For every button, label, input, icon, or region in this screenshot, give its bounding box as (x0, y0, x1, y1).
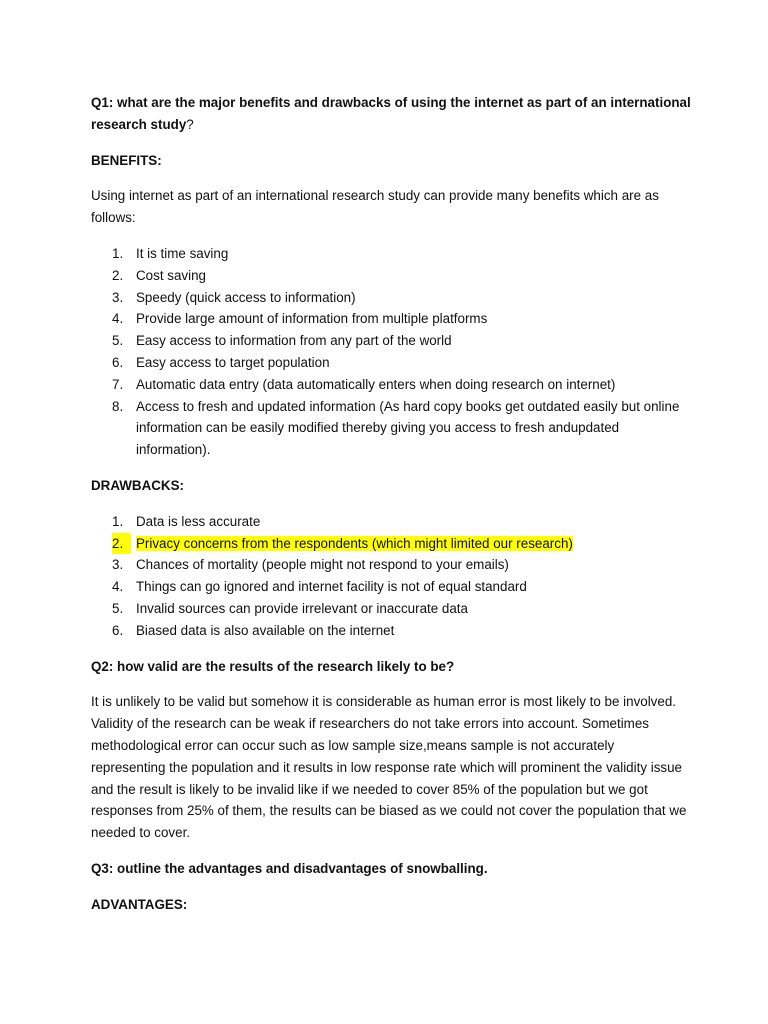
list-item: 7. Automatic data entry (data automatically enters when doing research on internet) (112, 376, 616, 392)
list-item: 6. Biased data is also available on the internet (112, 622, 395, 638)
question-1-title (91, 92, 691, 136)
question-2-answer: It is unlikely to be valid but somehow it is considerable as human error is most likely to be involved. Validity of the research can be weak if researchers do not take errors into account. Sometimes methodological error can occur such as low sample size,means sample is not accurately representing the population and it results in low response rate which will prominent the validity issue and the result is likely to be invalid like if we needed to cover 85% of the population but we got responses from 25% of them, the results can be biased as we could not cover the population that we needed to cover. (91, 694, 687, 841)
advantages-heading: ADVANTAGES: (91, 896, 188, 912)
list-item: 8. Access to fresh and updated information (As hard copy books get outdated easily but online information can be easily modified thereby giving you access to fresh andupdated information). (112, 398, 680, 458)
list-item: 4. Provide large amount of information from multiple platforms (112, 311, 488, 327)
question-1-text: Q1: what are the major benefits and drawbacks of using the internet as part of an international research study (91, 95, 691, 132)
list-item-highlighted: 2. Privacy concerns from the respondents (which might limited our research) (91, 533, 691, 555)
list-item: 4. Things can go ignored and internet facility is not of equal standard (112, 579, 527, 595)
list-item: 6. Easy access to target population (112, 354, 330, 370)
highlighted-text: Privacy concerns from the respondents (which might limited our research) (136, 535, 573, 551)
drawbacks-list (91, 511, 691, 642)
list-item: 5. Invalid sources can provide irrelevant or inaccurate data (112, 600, 468, 616)
list-item: 1. It is time saving (112, 245, 229, 261)
list-item: 3. Chances of mortality (people might not respond to your emails) (112, 557, 509, 573)
list-item: 5. Easy access to information from any part of the world (112, 333, 452, 349)
benefits-list (91, 243, 691, 461)
document-page (91, 92, 691, 916)
benefits-heading: BENEFITS: (91, 152, 162, 168)
benefits-intro: Using internet as part of an international research study can provide many benefits which are as follows: (91, 188, 659, 226)
question-2-title: Q2: how valid are the results of the research likely to be? (91, 658, 455, 674)
list-item: 2. Cost saving (112, 267, 206, 283)
question-1-mark: ? (186, 116, 194, 132)
list-item: 3. Speedy (quick access to information) (112, 289, 356, 305)
drawbacks-heading: DRAWBACKS: (91, 477, 184, 493)
list-item: 1. Data is less accurate (112, 513, 261, 529)
question-3-title: Q3: outline the advantages and disadvantages of snowballing. (91, 860, 488, 876)
